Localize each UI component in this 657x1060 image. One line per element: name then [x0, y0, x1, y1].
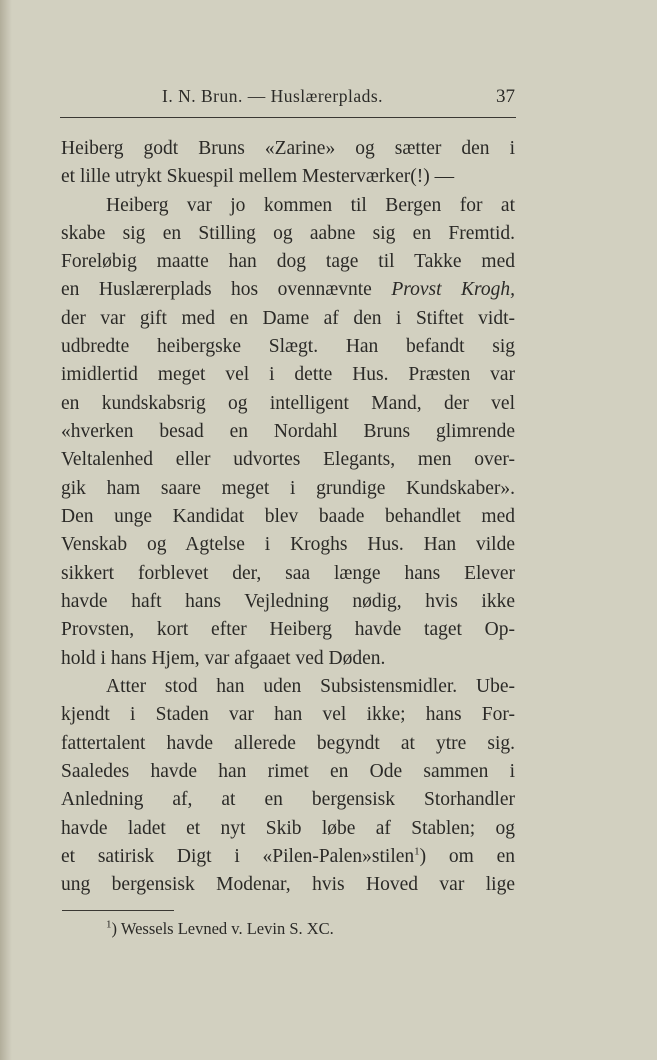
- text-line: imidlertid meget vel i dette Hus. Præsten var: [61, 364, 515, 385]
- page-number: 37: [496, 86, 515, 107]
- text-line: [61, 277, 515, 303]
- footnote-text: ) Wessels Levned v. Levin S. XC.: [111, 919, 334, 938]
- text-line: Provsten, kort efter Heiberg havde taget Op-: [61, 619, 515, 640]
- text-segment: en Huslærerplads hos ovennævnte: [61, 279, 392, 300]
- text-line: Venskab og Agtelse i Kroghs Hus. Han vilde: [61, 534, 515, 555]
- text-line: Veltalenhed eller udvortes Elegants, men over-: [61, 449, 515, 470]
- footnote-marker: 1: [414, 845, 420, 858]
- footnote-rule: [62, 910, 174, 911]
- text-line: Heiberg godt Bruns «Zarine» og sætter den i: [61, 138, 515, 159]
- text-line: skabe sig en Stilling og aabne sig en Fremtid.: [61, 223, 515, 244]
- text-line: gik ham saare meget i grundige Kundskaber».: [61, 478, 515, 499]
- text-segment: ) om en: [419, 846, 515, 867]
- text-line: Saaledes havde han rimet en Ode sammen i: [61, 761, 515, 782]
- book-spine-shadow: [0, 0, 12, 1060]
- text-line: hold i hans Hjem, var afgaaet ved Døden.: [61, 648, 386, 669]
- text-line: Den unge Kandidat blev baade behandlet med: [61, 506, 515, 527]
- text-line: en kundskabsrig og intelligent Mand, der vel: [61, 393, 515, 414]
- footnote: [106, 917, 334, 941]
- text-line: [61, 844, 515, 870]
- page-header: [60, 86, 515, 110]
- italic-name: Provst Krogh,: [391, 279, 515, 300]
- text-line: fattertalent havde allerede begyndt at ytre sig.: [61, 733, 515, 754]
- text-segment: havde ladet et nyt Skib løbe af Stablen;: [61, 818, 496, 839]
- text-line: Atter stod han uden Subsistensmidler. Ube-: [106, 676, 515, 697]
- text-line: ung bergensisk Modenar, hvis Hoved var lige: [61, 874, 515, 895]
- text-line: et lille utrykt Skuespil mellem Mesterværker(!) —: [61, 166, 455, 187]
- text-segment: et satirisk Digt i «Pilen-Palen»stilen: [61, 846, 415, 867]
- text-line: havde haft hans Vejledning nødig, hvis ikke: [61, 591, 515, 612]
- text-line: «hverken besad en Nordahl Bruns glimrende: [61, 421, 515, 442]
- text-line: Foreløbig maatte han dog tage til Takke med: [61, 251, 515, 272]
- text-line: udbredte heibergske Slægt. Han befandt sig: [61, 336, 515, 357]
- footnote-number: 1: [106, 918, 112, 931]
- text-segment: og: [495, 818, 515, 839]
- text-line: kjendt i Staden var han vel ikke; hans For-: [61, 704, 515, 725]
- running-head: I. N. Brun. — Huslærerplads.: [162, 86, 384, 106]
- text-line: [61, 816, 515, 842]
- header-rule: [60, 117, 516, 118]
- text-line: sikkert forblevet der, saa længe hans Elever: [61, 563, 515, 584]
- text-line: Anledning af, at en bergensisk Storhandler: [61, 789, 515, 810]
- text-line: Heiberg var jo kommen til Bergen for at: [106, 195, 515, 216]
- text-line: der var gift med en Dame af den i Stiftet vidt-: [61, 308, 515, 329]
